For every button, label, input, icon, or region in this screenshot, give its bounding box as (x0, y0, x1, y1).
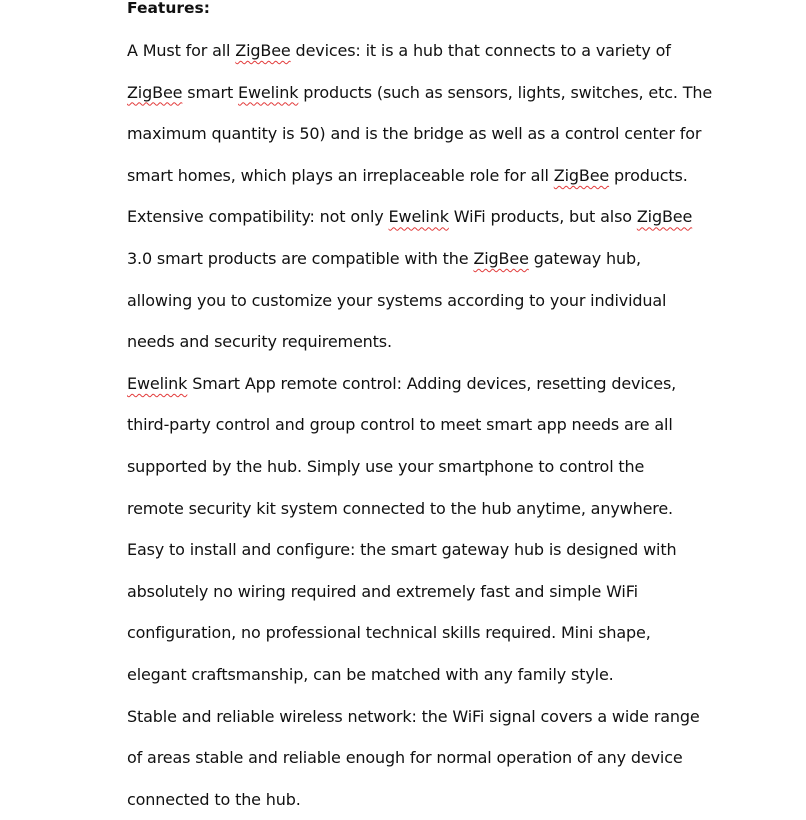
text-segment: supported by the hub. Simply use your smartphone to control the (127, 456, 645, 476)
text-segment: products. (609, 165, 688, 185)
spellcheck-flagged-word: ZigBee (553, 165, 610, 185)
text-segment: third-party control and group control to meet smart app needs are all (127, 415, 673, 435)
text-line (127, 737, 697, 779)
spellcheck-flagged-word: ZigBee (127, 82, 183, 102)
text-line (127, 529, 697, 571)
text-line (127, 696, 700, 738)
text-segment: maximum quantity is 50) and is the bridge as well as a control center for (127, 124, 702, 144)
text-line (127, 196, 697, 238)
text-segment: Easy to install and configure: the smart gateway hub is designed with (127, 540, 677, 560)
text-segment: Stable and reliable wireless network: the WiFi signal covers a wide range (127, 706, 700, 726)
spellcheck-flagged-word: ZigBee (473, 248, 529, 268)
text-line (127, 446, 697, 488)
text-segment: connected to the hub. (127, 789, 301, 809)
text-line (127, 654, 697, 696)
text-line (127, 321, 697, 363)
text-line (127, 488, 697, 530)
text-segment: Smart App remote control: Adding devices, resetting devices, (187, 373, 677, 393)
text-segment: smart homes, which plays an irreplaceable role for all (127, 165, 554, 185)
text-line (127, 30, 697, 72)
text-line (127, 238, 697, 280)
text-segment: needs and security requirements. (127, 332, 392, 352)
text-segment: remote security kit system connected to the hub anytime, anywhere. (127, 498, 673, 518)
text-line (127, 612, 697, 654)
spellcheck-flagged-word: Ewelink (238, 82, 299, 102)
spellcheck-flagged-word: ZigBee (235, 41, 291, 60)
text-line (127, 280, 697, 322)
text-segment: configuration, no professional technical skills required. Mini shape, (127, 623, 651, 643)
text-segment: allowing you to customize your systems according to your individual (127, 290, 667, 310)
text-segment: A Must for all (127, 41, 236, 60)
text-segment: of areas stable and reliable enough for normal operation of any device (127, 748, 683, 768)
text-segment: smart (182, 82, 239, 102)
document-body (127, 0, 713, 820)
spellcheck-flagged-word: Ewelink (127, 373, 188, 393)
text-line (127, 72, 713, 114)
spellcheck-flagged-word: Ewelink (388, 207, 449, 227)
text-segment: 3.0 smart products are compatible with the (127, 248, 474, 268)
text-line (127, 571, 697, 613)
text-segment: absolutely no wiring required and extremely fast and simple WiFi (127, 581, 638, 601)
spellcheck-flagged-word: ZigBee (636, 207, 693, 227)
text-segment: elegant craftsmanship, can be matched with any family style. (127, 664, 614, 684)
text-segment: products (such as sensors, lights, switches, etc. The (298, 82, 713, 102)
text-line (127, 779, 697, 820)
features-text (127, 30, 713, 820)
features-heading: Features: (127, 0, 210, 17)
text-segment: WiFi products, but also (448, 207, 637, 227)
text-segment: Extensive compatibility: not only (127, 207, 389, 227)
text-line (127, 113, 702, 155)
text-line (127, 404, 697, 446)
text-line (127, 155, 697, 197)
text-segment: gateway hub, (528, 248, 641, 268)
text-line (127, 363, 697, 405)
text-segment: devices: it is a hub that connects to a variety of (290, 41, 671, 60)
